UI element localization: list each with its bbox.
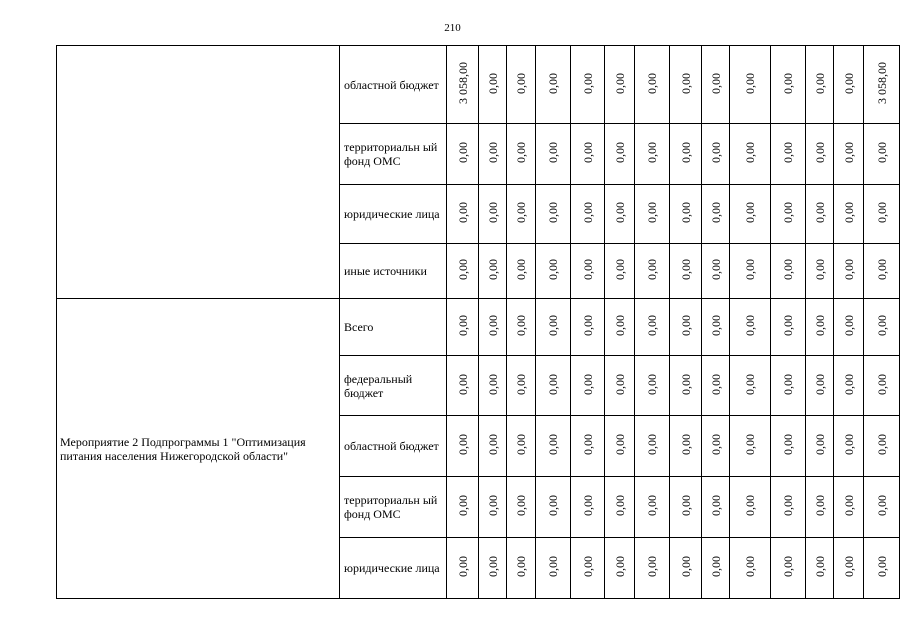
value-cell	[536, 538, 571, 599]
value-cell	[864, 477, 900, 538]
value-cell	[447, 416, 479, 477]
value-text: 0,00	[841, 315, 856, 336]
value-text: 0,00	[743, 202, 757, 223]
value-text: 0,00	[678, 434, 693, 455]
value-text: 0,00	[874, 373, 889, 395]
value-cell	[605, 185, 635, 244]
value-cell	[806, 185, 834, 244]
value-cell	[507, 538, 536, 599]
value-cell	[536, 124, 571, 185]
value-text: 0,00	[514, 72, 528, 94]
value-cell	[447, 538, 479, 599]
value-cell	[806, 244, 834, 299]
value-cell	[479, 299, 507, 356]
value-text: 0,00	[708, 495, 723, 516]
value-text: 0,00	[546, 495, 560, 516]
value-cell	[536, 416, 571, 477]
value-cell	[670, 124, 702, 185]
value-cell	[771, 538, 806, 599]
value-text: 0,00	[580, 259, 595, 280]
value-cell	[571, 299, 605, 356]
value-text: 0,00	[812, 556, 827, 577]
value-text: 0,00	[546, 142, 560, 163]
value-cell	[670, 416, 702, 477]
funding-source-cell: юридические лица	[340, 185, 447, 244]
value-cell	[834, 477, 864, 538]
value-cell	[571, 538, 605, 599]
value-cell	[730, 477, 771, 538]
value-cell	[806, 477, 834, 538]
funding-source-cell: территориальн ый фонд ОМС	[340, 477, 447, 538]
value-text: 0,00	[678, 556, 693, 577]
funding-source-cell: юридические лица	[340, 538, 447, 599]
value-text: 0,00	[612, 142, 627, 163]
value-text: 0,00	[612, 259, 627, 280]
value-cell	[806, 538, 834, 599]
value-text: 0,00	[485, 434, 500, 455]
value-cell	[864, 416, 900, 477]
value-text: 0,00	[841, 72, 856, 94]
value-text: 0,00	[612, 315, 627, 336]
value-text: 0,00	[645, 259, 659, 280]
value-text: 0,00	[743, 434, 757, 455]
value-cell	[864, 244, 900, 299]
value-cell	[605, 46, 635, 124]
value-text: 0,00	[743, 142, 757, 163]
value-text: 0,00	[546, 72, 560, 94]
value-cell	[635, 244, 670, 299]
value-cell	[479, 477, 507, 538]
value-text: 0,00	[708, 72, 723, 94]
value-text: 0,00	[485, 142, 500, 163]
value-text: 0,00	[841, 259, 856, 280]
value-cell	[864, 299, 900, 356]
value-text: 0,00	[645, 142, 659, 163]
value-cell	[864, 185, 900, 244]
value-text: 0,00	[612, 72, 627, 94]
value-cell	[670, 477, 702, 538]
value-text: 0,00	[514, 495, 528, 516]
value-text: 0,00	[678, 72, 693, 94]
value-text: 0,00	[841, 373, 856, 395]
value-cell	[670, 244, 702, 299]
value-cell	[571, 416, 605, 477]
value-cell	[702, 356, 730, 416]
value-text: 0,00	[580, 434, 595, 455]
value-cell	[730, 356, 771, 416]
value-text: 0,00	[645, 495, 659, 516]
value-cell	[536, 356, 571, 416]
value-text: 0,00	[514, 259, 528, 280]
value-text: 0,00	[841, 434, 856, 455]
value-cell	[834, 416, 864, 477]
value-text: 0,00	[612, 202, 627, 223]
value-text: 0,00	[708, 556, 723, 577]
value-text: 0,00	[612, 434, 627, 455]
funding-source-cell: областной бюджет	[340, 46, 447, 124]
value-text: 0,00	[874, 434, 889, 455]
value-text: 0,00	[678, 259, 693, 280]
value-cell	[447, 46, 479, 124]
value-cell	[571, 477, 605, 538]
value-cell	[806, 356, 834, 416]
value-cell	[834, 124, 864, 185]
value-cell	[864, 124, 900, 185]
value-text: 0,00	[514, 315, 528, 336]
value-cell	[605, 124, 635, 185]
value-cell	[479, 185, 507, 244]
value-text: 0,00	[546, 434, 560, 455]
budget-table	[56, 45, 900, 599]
value-text: 0,00	[514, 373, 528, 395]
value-cell	[447, 356, 479, 416]
value-text: 0,00	[514, 556, 528, 577]
value-text: 0,00	[708, 142, 723, 163]
value-text: 0,00	[455, 373, 470, 395]
value-text: 0,00	[580, 142, 595, 163]
value-text: 0,00	[485, 72, 500, 94]
value-cell	[536, 185, 571, 244]
value-text: 0,00	[743, 259, 757, 280]
value-cell	[571, 185, 605, 244]
funding-source-cell: Всего	[340, 299, 447, 356]
value-text: 0,00	[781, 142, 795, 163]
value-cell	[730, 185, 771, 244]
value-text: 0,00	[455, 315, 470, 336]
value-text: 0,00	[812, 202, 827, 223]
value-text: 0,00	[612, 495, 627, 516]
value-cell	[536, 299, 571, 356]
value-text: 0,00	[580, 556, 595, 577]
value-text: 0,00	[514, 202, 528, 223]
value-cell	[702, 185, 730, 244]
value-text: 0,00	[678, 142, 693, 163]
value-cell	[730, 244, 771, 299]
value-cell	[507, 244, 536, 299]
value-cell	[702, 46, 730, 124]
value-text: 0,00	[874, 259, 889, 280]
value-cell	[702, 299, 730, 356]
value-text: 0,00	[455, 434, 470, 455]
value-text: 0,00	[645, 72, 659, 94]
value-cell	[771, 416, 806, 477]
value-cell	[536, 244, 571, 299]
value-text: 0,00	[645, 556, 659, 577]
value-text: 0,00	[514, 142, 528, 163]
value-cell	[507, 477, 536, 538]
funding-source-cell: федеральный бюджет	[340, 356, 447, 416]
value-cell	[670, 185, 702, 244]
value-text: 0,00	[514, 434, 528, 455]
value-text: 0,00	[485, 556, 500, 577]
value-text: 0,00	[580, 202, 595, 223]
value-cell	[635, 538, 670, 599]
value-cell	[447, 185, 479, 244]
value-cell	[635, 185, 670, 244]
value-text: 0,00	[645, 202, 659, 223]
value-cell	[479, 416, 507, 477]
value-cell	[605, 299, 635, 356]
value-cell	[702, 538, 730, 599]
value-text: 0,00	[645, 434, 659, 455]
value-text: 0,00	[708, 259, 723, 280]
value-cell	[507, 46, 536, 124]
value-text: 0,00	[580, 72, 595, 94]
value-text: 0,00	[841, 556, 856, 577]
value-text: 0,00	[812, 72, 827, 94]
value-cell	[670, 46, 702, 124]
value-cell	[447, 124, 479, 185]
value-text: 0,00	[546, 202, 560, 223]
value-cell	[507, 124, 536, 185]
value-text: 0,00	[645, 315, 659, 336]
value-cell	[507, 356, 536, 416]
value-cell	[479, 46, 507, 124]
value-cell	[670, 356, 702, 416]
value-text: 0,00	[841, 495, 856, 516]
value-text: 0,00	[678, 315, 693, 336]
table-row	[57, 299, 900, 356]
value-text: 0,00	[546, 556, 560, 577]
value-text: 0,00	[841, 142, 856, 163]
value-cell	[670, 538, 702, 599]
value-text: 0,00	[812, 142, 827, 163]
value-cell	[834, 185, 864, 244]
value-text: 0,00	[485, 259, 500, 280]
value-text: 0,00	[546, 315, 560, 336]
value-cell	[479, 538, 507, 599]
funding-source-cell: областной бюджет	[340, 416, 447, 477]
value-cell	[806, 416, 834, 477]
value-text: 0,00	[455, 495, 470, 516]
value-text: 0,00	[874, 495, 889, 516]
value-text: 0,00	[485, 373, 500, 395]
value-text: 0,00	[812, 259, 827, 280]
value-cell	[635, 477, 670, 538]
value-text: 0,00	[874, 202, 889, 223]
value-text: 0,00	[874, 142, 889, 163]
value-text: 0,00	[612, 556, 627, 577]
value-text: 0,00	[812, 315, 827, 336]
value-text: 0,00	[743, 373, 757, 395]
value-cell	[571, 244, 605, 299]
value-text: 3 058,00	[874, 62, 889, 104]
value-cell	[702, 416, 730, 477]
value-cell	[771, 244, 806, 299]
value-text: 0,00	[781, 556, 795, 577]
value-text: 0,00	[781, 495, 795, 516]
value-cell	[834, 244, 864, 299]
value-cell	[730, 416, 771, 477]
value-cell	[447, 299, 479, 356]
value-text: 0,00	[546, 373, 560, 395]
value-text: 0,00	[580, 373, 595, 395]
value-text: 0,00	[455, 556, 470, 577]
value-cell	[806, 46, 834, 124]
value-cell	[479, 244, 507, 299]
value-cell	[771, 46, 806, 124]
value-text: 0,00	[612, 373, 627, 395]
value-cell	[771, 477, 806, 538]
value-text: 0,00	[781, 202, 795, 223]
page-number: 210	[444, 22, 461, 34]
value-cell	[834, 538, 864, 599]
value-cell	[834, 356, 864, 416]
value-cell	[447, 244, 479, 299]
value-text: 0,00	[743, 556, 757, 577]
measure-name-cell	[57, 46, 340, 299]
value-text: 0,00	[580, 315, 595, 336]
value-cell	[864, 46, 900, 124]
funding-source-cell: иные источники	[340, 244, 447, 299]
value-cell	[507, 416, 536, 477]
funding-source-cell: территориальн ый фонд ОМС	[340, 124, 447, 185]
value-cell	[635, 124, 670, 185]
value-cell	[507, 185, 536, 244]
value-cell	[479, 356, 507, 416]
value-cell	[771, 124, 806, 185]
value-text: 0,00	[708, 315, 723, 336]
value-text: 0,00	[781, 315, 795, 336]
value-cell	[635, 299, 670, 356]
value-cell	[605, 416, 635, 477]
value-text: 0,00	[678, 495, 693, 516]
value-cell	[635, 416, 670, 477]
value-cell	[806, 299, 834, 356]
value-cell	[447, 477, 479, 538]
value-text: 0,00	[812, 495, 827, 516]
value-text: 0,00	[455, 259, 470, 280]
value-cell	[605, 356, 635, 416]
value-text: 0,00	[781, 72, 795, 94]
value-cell	[864, 356, 900, 416]
value-text: 0,00	[546, 259, 560, 280]
value-cell	[571, 124, 605, 185]
value-cell	[605, 538, 635, 599]
value-text: 0,00	[580, 495, 595, 516]
value-cell	[771, 185, 806, 244]
value-cell	[635, 356, 670, 416]
value-cell	[864, 538, 900, 599]
value-text: 0,00	[812, 434, 827, 455]
value-cell	[605, 477, 635, 538]
value-text: 0,00	[812, 373, 827, 395]
value-text: 0,00	[743, 315, 757, 336]
value-text: 0,00	[841, 202, 856, 223]
value-text: 0,00	[708, 202, 723, 223]
value-cell	[730, 538, 771, 599]
value-cell	[536, 46, 571, 124]
value-text: 0,00	[874, 315, 889, 336]
value-text: 0,00	[455, 142, 470, 163]
value-text: 0,00	[781, 259, 795, 280]
value-text: 0,00	[645, 373, 659, 395]
value-text: 0,00	[678, 202, 693, 223]
value-cell	[806, 124, 834, 185]
value-text: 0,00	[708, 434, 723, 455]
value-cell	[479, 124, 507, 185]
value-text: 0,00	[485, 202, 500, 223]
value-text: 0,00	[455, 202, 470, 223]
value-cell	[702, 244, 730, 299]
value-cell	[834, 299, 864, 356]
value-cell	[730, 46, 771, 124]
value-cell	[670, 299, 702, 356]
value-cell	[771, 356, 806, 416]
value-cell	[702, 477, 730, 538]
value-cell	[635, 46, 670, 124]
value-cell	[507, 299, 536, 356]
value-text: 0,00	[678, 373, 693, 395]
value-text: 0,00	[781, 373, 795, 395]
value-cell	[571, 356, 605, 416]
value-text: 0,00	[874, 556, 889, 577]
table-row	[57, 46, 900, 124]
value-cell	[536, 477, 571, 538]
value-cell	[730, 124, 771, 185]
value-text: 0,00	[708, 373, 723, 395]
value-text: 3 058,00	[455, 62, 470, 104]
value-cell	[605, 244, 635, 299]
value-text: 0,00	[743, 72, 757, 94]
measure-name-cell: Мероприятие 2 Подпрограммы 1 "Оптимизация питания населения Нижегородской области"	[57, 299, 340, 599]
value-text: 0,00	[485, 315, 500, 336]
value-cell	[834, 46, 864, 124]
value-cell	[771, 299, 806, 356]
value-cell	[571, 46, 605, 124]
value-cell	[730, 299, 771, 356]
value-text: 0,00	[743, 495, 757, 516]
value-cell	[702, 124, 730, 185]
value-text: 0,00	[485, 495, 500, 516]
value-text: 0,00	[781, 434, 795, 455]
